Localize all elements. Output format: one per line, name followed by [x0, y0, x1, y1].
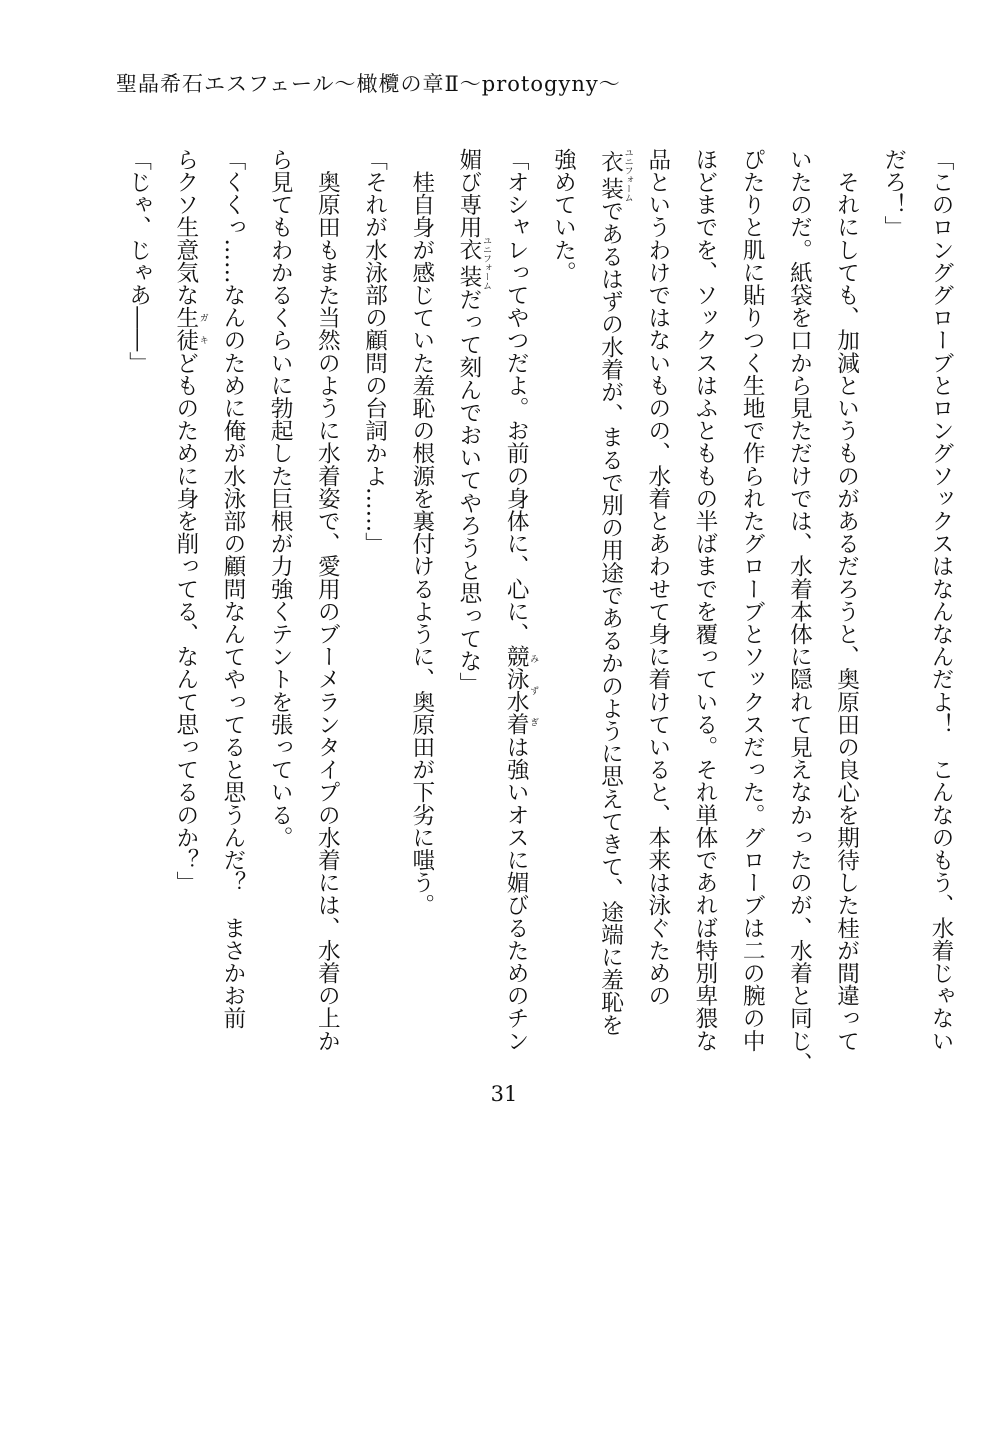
text-line: ぴたりと肌に貼りつく生地で作られたグローブとソックスだった。グローブは二の腕の中	[739, 148, 766, 1052]
text-line: それにしても、加減というものがあるだろうと、奥原田の良心を期待した桂が間違って	[833, 148, 860, 1052]
vertical-text-body	[114, 148, 964, 1075]
text-line: 「それが水泳部の顧問の台詞かよ……」	[361, 148, 388, 555]
ruby-base: 競泳水着	[503, 645, 530, 736]
text-line	[492, 148, 539, 1063]
text-line: だろ！」	[880, 148, 907, 239]
running-header: 聖晶希石エスフェール～橄欖の章Ⅱ～protogyny～	[116, 72, 621, 96]
ruby-annotation	[597, 148, 633, 202]
ruby-text: みずぎ	[528, 645, 539, 736]
ruby-annotation	[503, 645, 539, 736]
text-segment: 「オシャレってやつだよ。お前の身体に、心に、	[503, 148, 530, 646]
text-segment: だって刻んでおいてやろうと思ってな」	[455, 288, 482, 695]
ruby-base: 衣装	[455, 236, 482, 291]
ruby-text: ユニフォーム	[622, 148, 633, 202]
text-line: いたのだ。紙袋を口から見ただけでは、水着本体に隠れて見えなかったのが、水着と同じ、	[786, 148, 813, 1075]
text-segment: らクソ生意気な	[172, 148, 199, 307]
text-segment: 媚び専用	[455, 148, 482, 239]
text-line: ほどまでを、ソックスはふとももの半ばまでを覆っている。それ単体であれば特別卑猥な	[691, 148, 718, 1052]
ruby-annotation	[172, 306, 208, 352]
ruby-text: ガキ	[197, 306, 208, 352]
text-line: ら見てもわかるくらいに勃起した巨根が力強くテントを張っている。	[267, 148, 294, 849]
text-line	[162, 148, 209, 1063]
text-segment: どものために身を削ってる、なんて思ってるのか？」	[172, 351, 199, 894]
page-number: 31	[490, 1082, 518, 1106]
text-line: 「じゃ、じゃあ――」	[125, 148, 152, 374]
text-line: 品というわけではないものの、水着とあわせて身に着けていると、本来は泳ぐための	[644, 148, 671, 1007]
ruby-annotation	[455, 236, 491, 291]
text-segment: は強いオスに媚びるためのチン	[503, 735, 530, 1053]
ruby-text: ユニフォーム	[480, 236, 491, 291]
text-line: 「くくっ……なんのために俺が水泳部の顧問なんてやってると思うんだ？ まさかお前	[219, 148, 246, 1030]
text-line: 「このロンググローブとロングソックスはなんなんだよ！ こんなのもう、水着じゃない	[928, 148, 954, 1052]
text-line	[586, 148, 633, 1063]
ruby-base: 衣装	[597, 148, 624, 202]
text-line: 強めていた。	[550, 148, 577, 284]
text-line: 桂自身が感じていた羞恥の根源を裏付けるように、奥原田が下劣に嗤う。	[408, 148, 435, 917]
text-line: 奥原田もまた当然のように水着姿で、愛用のブーメランタイプの水着には、水着の上か	[314, 148, 341, 1052]
ruby-base: 生徒	[172, 306, 199, 352]
text-line	[445, 148, 492, 1063]
text-segment: であるはずの水着が、まるで別の用途であるかのように思えてきて、途端に羞恥を	[597, 199, 624, 1036]
